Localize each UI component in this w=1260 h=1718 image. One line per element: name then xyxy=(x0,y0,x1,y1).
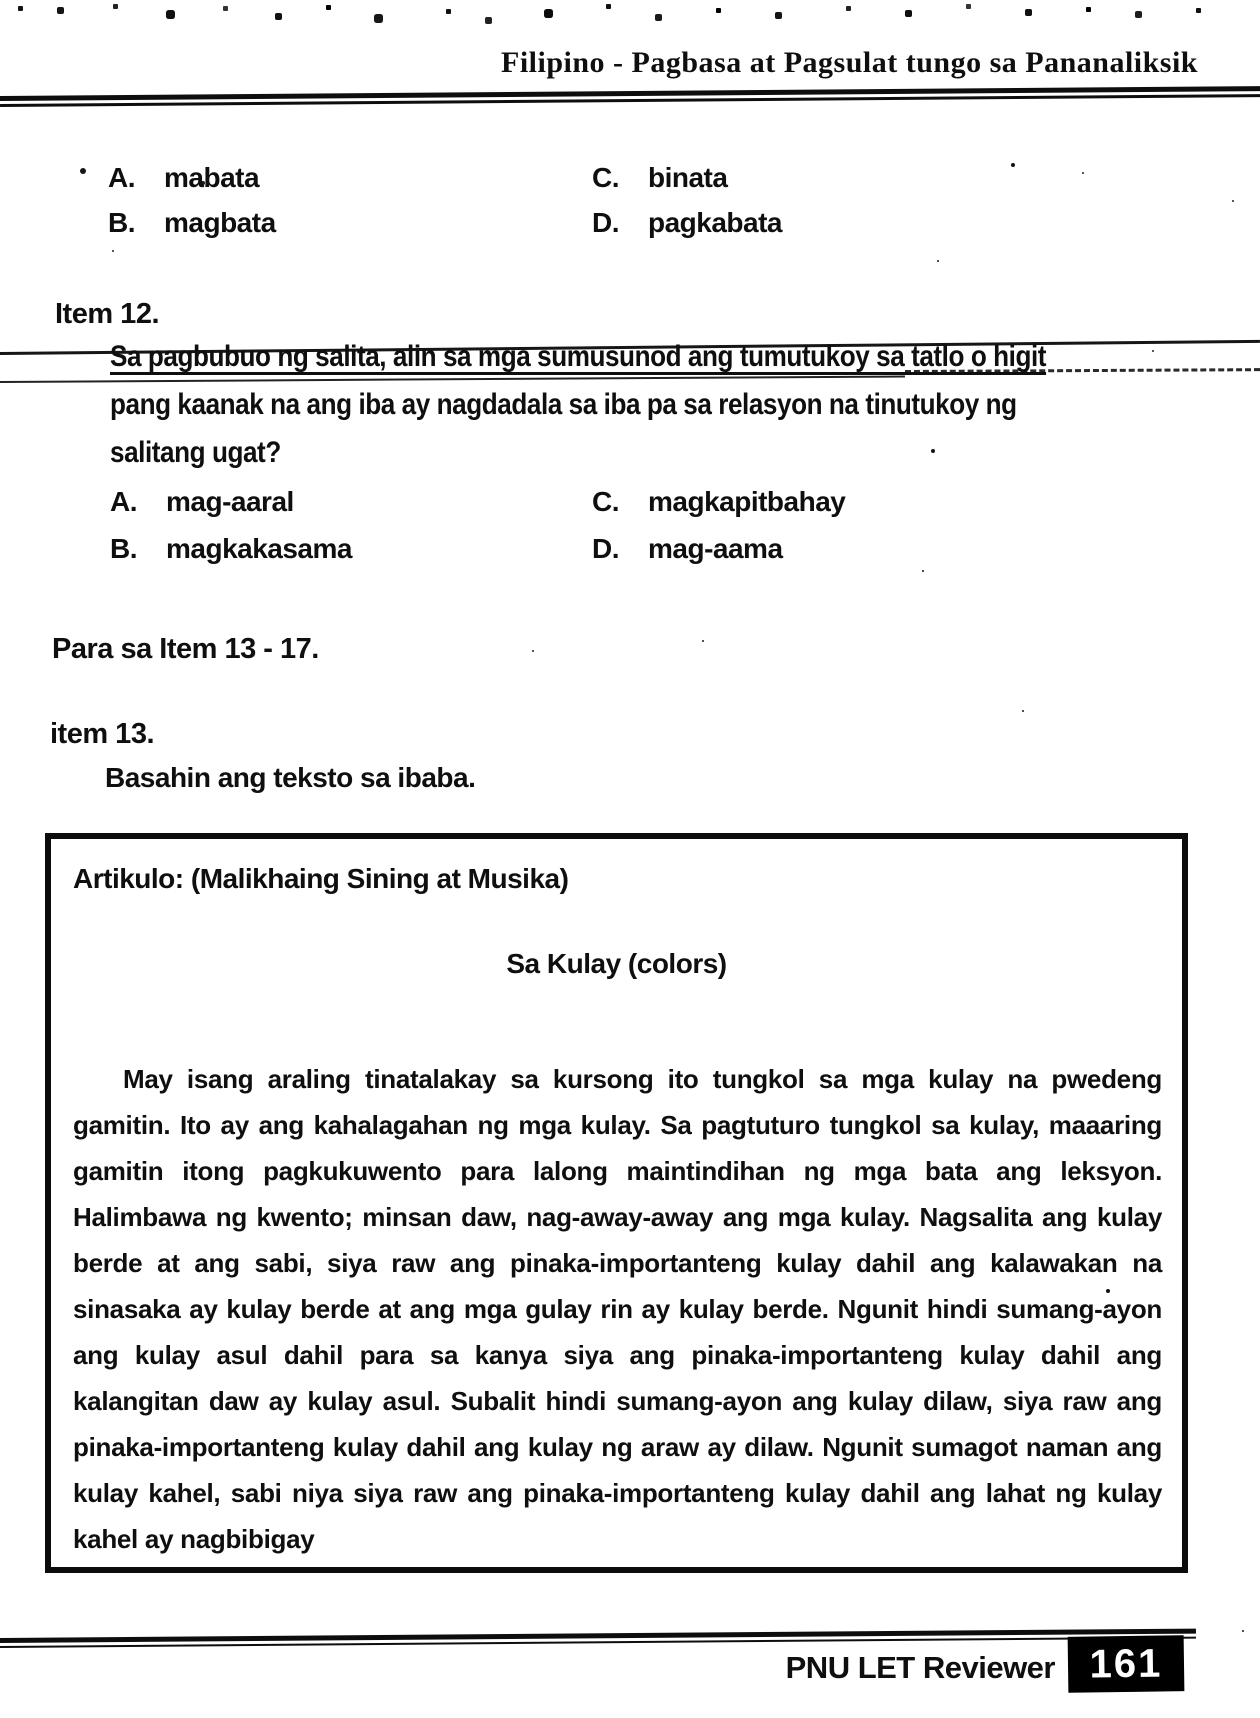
scan-speck-group xyxy=(80,168,86,174)
option-letter: B. xyxy=(108,207,135,238)
item12-question-line-3: salitang ugat? xyxy=(110,436,281,469)
item12-option-d xyxy=(592,533,783,565)
item12-question-line-2: pang kaanak na ang iba ay nagdadala sa iba pa sa relasyon na tinutukoy ng xyxy=(110,388,1017,421)
option-text: mag-aaral xyxy=(166,486,294,517)
header-double-rule xyxy=(0,86,1260,107)
article-heading: Artikulo: (Malikhaing Sining at Musika) xyxy=(73,863,569,894)
article-box xyxy=(45,833,1188,1573)
page-number-badge: 161 xyxy=(1068,1635,1185,1693)
option-text: binata xyxy=(648,162,728,193)
page-header-title: Filipino - Pagbasa at Pagsulat tungo sa Pananaliksik xyxy=(501,46,1198,79)
option-text: mag-aama xyxy=(648,533,783,564)
option-text: magbata xyxy=(164,207,276,238)
article-title: Sa Kulay (colors) xyxy=(506,948,727,979)
option-letter: A. xyxy=(108,162,135,193)
prev-option-a xyxy=(108,162,259,194)
prev-option-d xyxy=(592,207,782,239)
item12-option-c xyxy=(592,486,845,518)
item13-label: item 13. xyxy=(50,718,154,750)
option-letter: D. xyxy=(592,533,619,564)
article-body-paragraph: May isang araling tinatalakay sa kursong ito tungkol sa mga kulay na pwedeng gamitin. Ito ay ang kahalagahan ng mga kulay. Sa pagtuturo tungkol sa kulay, maaaring gamitin itong pagkukuwento para lalong maintindihan ng mga bata ang leksyon. Halimbawa ng kwento; minsan daw, nag-away-away ang mga kulay. Nagsalita ang kulay berde at ang sabi, siya raw ang pinaka-importanteng kulay dahil ang kalawakan na sinasaka ay kulay berde at ang mga gulay rin ay kulay berde. Ngunit hindi sumang-ayon ang kulay asul dahil para sa kanya siya ang pinaka-importanteng kulay dahil ang kalangitan daw ay kulay asul. Subalit hindi sumang-ayon ang kulay dilaw, siya raw ang pinaka-importanteng kulay dahil ang kulay ng araw ay dilaw. Ngunit sumagot naman ang kulay kahel, sabi niya siya raw ang pinaka-importanteng kulay dahil ang lahat ng kulay kahel ay nagbibigay xyxy=(73,1064,1162,1554)
option-letter: B. xyxy=(110,533,137,564)
option-text: mabata xyxy=(164,162,260,193)
footer-reviewer-label: PNU LET Reviewer xyxy=(785,1650,1055,1685)
item12-label: Item 12. xyxy=(55,298,159,330)
prev-option-b xyxy=(108,207,276,239)
item12-option-b xyxy=(110,533,352,565)
item12-question-line-1: Sa pagbubuo ng salita, alin sa mga sumusunod ang tumutukoy sa tatlo o higit xyxy=(110,340,1047,373)
item12-option-a xyxy=(110,486,294,518)
option-letter: C. xyxy=(592,162,619,193)
option-text: magkapitbahay xyxy=(648,486,846,517)
option-letter: D. xyxy=(592,207,619,238)
option-text: magkakasama xyxy=(166,533,352,564)
option-text: pagkabata xyxy=(648,207,782,238)
section-note: Para sa Item 13 - 17. xyxy=(52,633,319,665)
scan-fold-line-lower xyxy=(0,375,905,383)
option-letter: C. xyxy=(592,486,619,517)
item13-instruction: Basahin ang teksto sa ibaba. xyxy=(105,762,476,793)
scan-noise-band xyxy=(18,6,23,11)
footer-double-rule xyxy=(0,1629,1196,1648)
option-letter: A. xyxy=(110,486,137,517)
prev-option-c xyxy=(592,162,727,194)
